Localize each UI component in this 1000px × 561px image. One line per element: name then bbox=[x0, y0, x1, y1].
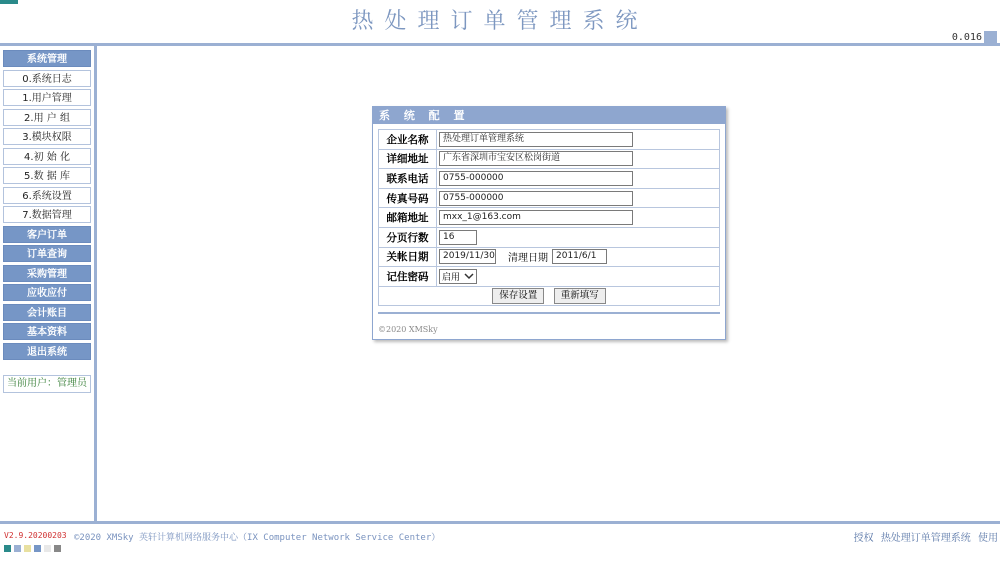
date-group bbox=[439, 249, 717, 264]
form-row-phone bbox=[379, 169, 720, 189]
form-row-remember-password bbox=[379, 267, 720, 287]
field-label: 记住密码 bbox=[379, 267, 437, 287]
close-date-input[interactable]: 2019/11/30 bbox=[439, 249, 496, 264]
color-swatch bbox=[4, 545, 11, 552]
sidebar-item-accounting[interactable]: 会计账目 bbox=[3, 304, 91, 321]
sidebar-item-purchasing[interactable]: 采购管理 bbox=[3, 265, 91, 282]
current-user-label: 当前用户：管理员 bbox=[3, 375, 91, 393]
sidebar-item-database[interactable]: 5.数 据 库 bbox=[3, 167, 91, 184]
sidebar-item-system-admin[interactable]: 系统管理 bbox=[3, 50, 91, 67]
fax-input[interactable]: 0755-000000 bbox=[439, 191, 633, 206]
field-label: 企业名称 bbox=[379, 130, 437, 150]
field-cell bbox=[437, 208, 720, 228]
form-row-buttons bbox=[379, 286, 720, 306]
field-cell bbox=[437, 267, 720, 287]
color-swatch bbox=[24, 545, 31, 552]
footer-link-app[interactable]: 热处理订单管理系统 bbox=[880, 533, 971, 544]
form-row-dates bbox=[379, 247, 720, 267]
footer-links bbox=[854, 529, 998, 544]
field-label: 联系电话 bbox=[379, 169, 437, 189]
sidebar-item-receivables-payables[interactable]: 应收应付 bbox=[3, 284, 91, 301]
address-input[interactable]: 广东省深圳市宝安区松岗街道 bbox=[439, 151, 633, 166]
chevron-down-icon bbox=[464, 272, 474, 280]
field-cell bbox=[437, 227, 720, 247]
sidebar-item-system-log[interactable]: 0.系统日志 bbox=[3, 70, 91, 87]
sidebar-item-user-group[interactable]: 2.用 户 组 bbox=[3, 109, 91, 126]
form-row-email bbox=[379, 208, 720, 228]
sidebar-item-customer-orders[interactable]: 客户订单 bbox=[3, 226, 91, 243]
form-row-company-name bbox=[379, 130, 720, 150]
field-label: 传真号码 bbox=[379, 188, 437, 208]
footer-copyright: ©2020 XMSky 英轩计算机网络服务中心（IX Computer Network Service Center） bbox=[74, 533, 441, 543]
footer-link-usage[interactable]: 使用 bbox=[978, 533, 998, 544]
reset-form-button[interactable]: 重新填写 bbox=[554, 288, 606, 304]
field-label: 邮箱地址 bbox=[379, 208, 437, 228]
field-cell bbox=[437, 169, 720, 189]
dialog-title: 系 统 配 置 bbox=[373, 107, 725, 124]
button-cell bbox=[379, 286, 720, 306]
sidebar bbox=[0, 46, 97, 522]
form-row-fax bbox=[379, 188, 720, 208]
color-swatch bbox=[44, 545, 51, 552]
page-timer: 0.016 bbox=[951, 32, 982, 43]
dialog-copyright: ©2020 XMSky bbox=[378, 325, 438, 334]
clear-date-label: 清理日期 bbox=[508, 253, 548, 265]
app-title: 热处理订单管理系统 bbox=[351, 9, 649, 34]
company-name-input[interactable]: 热处理订单管理系统 bbox=[439, 132, 633, 147]
save-settings-button[interactable]: 保存设置 bbox=[492, 288, 544, 304]
page-rows-input[interactable]: 16 bbox=[439, 230, 477, 245]
version-label: V2.9.20200203 bbox=[4, 531, 67, 540]
color-swatch bbox=[34, 545, 41, 552]
header-divider bbox=[0, 43, 1000, 46]
footer-link-license[interactable]: 授权 bbox=[853, 533, 874, 544]
phone-input[interactable]: 0755-000000 bbox=[439, 171, 633, 186]
field-cell bbox=[437, 130, 720, 150]
field-cell bbox=[437, 188, 720, 208]
form-row-address bbox=[379, 149, 720, 169]
sidebar-item-initialize[interactable]: 4.初 始 化 bbox=[3, 148, 91, 165]
remember-password-select[interactable] bbox=[439, 269, 477, 284]
field-label: 详细地址 bbox=[379, 149, 437, 169]
config-form bbox=[378, 129, 720, 306]
sidebar-item-order-query[interactable]: 订单查询 bbox=[3, 245, 91, 262]
color-swatch bbox=[54, 545, 61, 552]
footer-divider bbox=[0, 521, 1000, 524]
timer-square-icon bbox=[984, 31, 997, 44]
clear-date-input[interactable]: 2011/6/1 bbox=[552, 249, 607, 264]
dialog-divider bbox=[378, 312, 720, 314]
remember-password-value: 启用 bbox=[442, 272, 461, 283]
sidebar-item-user-management[interactable]: 1.用户管理 bbox=[3, 89, 91, 106]
field-cell bbox=[437, 149, 720, 169]
field-cell bbox=[437, 247, 720, 267]
email-input[interactable]: mxx_1@163.com bbox=[439, 210, 633, 225]
sidebar-item-data-management[interactable]: 7.数据管理 bbox=[3, 206, 91, 223]
sidebar-item-logout[interactable]: 退出系统 bbox=[3, 343, 91, 360]
form-row-page-rows bbox=[379, 227, 720, 247]
sidebar-item-system-settings[interactable]: 6.系统设置 bbox=[3, 187, 91, 204]
sidebar-item-basic-data[interactable]: 基本资料 bbox=[3, 323, 91, 340]
system-config-dialog bbox=[372, 106, 726, 340]
field-label: 分页行数 bbox=[379, 227, 437, 247]
field-label: 关帐日期 bbox=[379, 247, 437, 267]
color-swatch bbox=[14, 545, 21, 552]
sidebar-item-module-permissions[interactable]: 3.模块权限 bbox=[3, 128, 91, 145]
